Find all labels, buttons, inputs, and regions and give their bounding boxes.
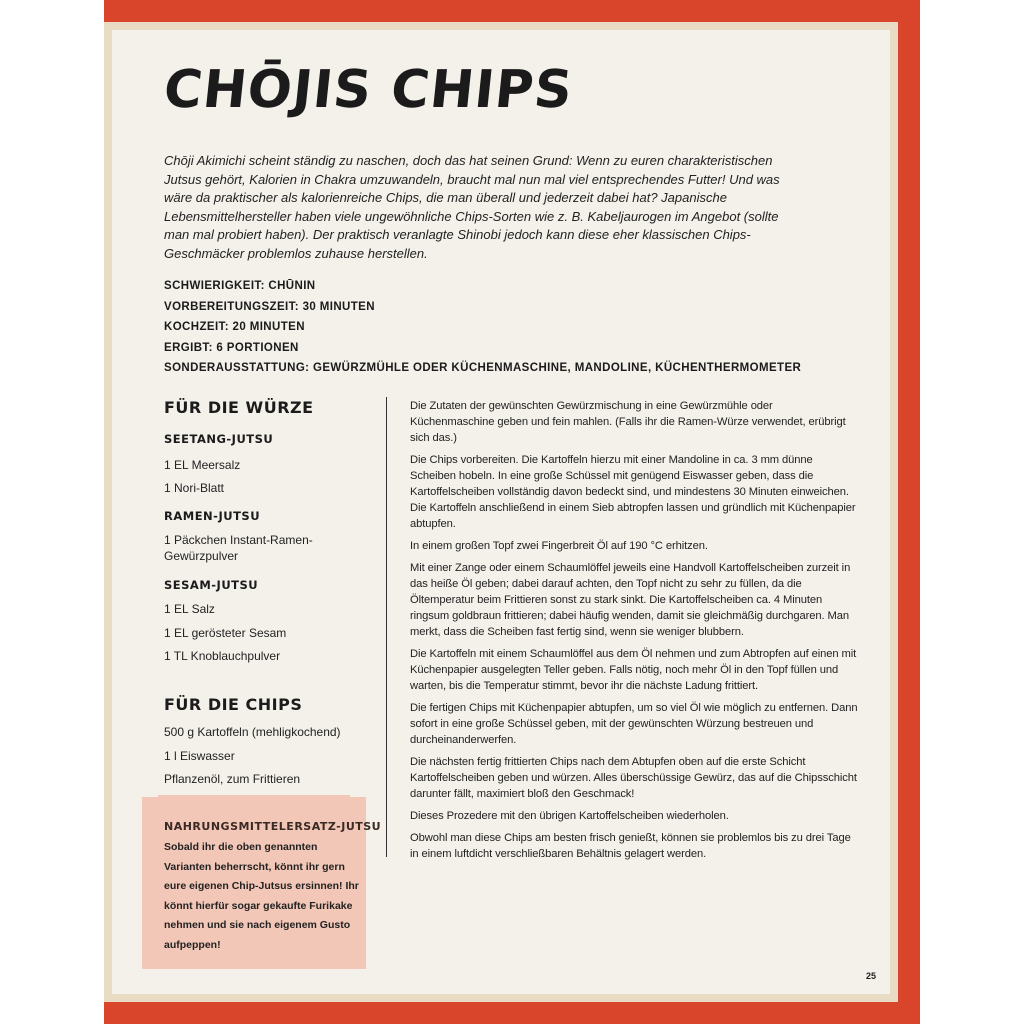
instruction-step: Dieses Prozedere mit den übrigen Kartoffelscheiben wiederholen. [410,810,729,822]
ingredient-item: 1 EL gerösteter Sesam [164,626,287,640]
group-heading-ramen: RAMEN-JUTSU [164,509,261,523]
instruction-step: Die Chips vorbereiten. Die Kartoffeln hierzu mit einer Mandoline in ca. 3 mm dünne Scheiben hobeln. In eine große Schüssel mit genügend Eiswasser geben, dass die Kartoffelscheiben vollständig davon bedeckt sind, und mindestens 30 Minuten einweichen. Die Kartoffeln anschließend in einem Sieb abtropfen lassen und gründlich mit Küchenpapier abtupfen. [410,454,856,530]
ingredient-item: 500 g Kartoffeln (mehligkochend) [164,725,341,739]
intro-text: Chōji Akimichi scheint ständig zu naschen, doch das hat seinen Grund: Wenn zu euren charakteristischen Jutsus gehört, Kalorien in Chakra umzuwandeln, braucht mal nun mal viel entsprechendes Futter! Und was wäre da praktischer als kalorienreiche Chips, die man überall und jederzeit dabei hat? Japanische Lebensmittelhersteller haben viele ungewöhnliche Chips-Sorten wie z. B. Kabeljaurogen im Angebot (sollte man mal probiert haben). Der praktisch veranlagte Shinobi jedoch kann diese eher klassischen Chips-Geschmäcker problemlos zuhause herstellen. [164,153,780,261]
seasoning-heading: FÜR DIE WÜRZE [164,398,314,417]
meta-equipment: SONDERAUSSTATTUNG: GEWÜRZMÜHLE ODER KÜCHENMASCHINE, MANDOLINE, KÜCHENTHERMOMETER [164,362,802,374]
ingredient-item: Pflanzenöl, zum Frittieren [164,772,301,786]
chips-heading: FÜR DIE CHIPS [164,695,303,714]
instruction-step: In einem großen Topf zwei Fingerbreit Öl auf 190 °C erhitzen. [410,540,708,552]
ingredient-item: 1 Nori-Blatt [164,481,225,495]
instructions [410,398,860,868]
ingredient-item: 1 Päckchen Instant-Ramen-Gewürzpulver [164,533,313,563]
recipe-meta [164,276,864,379]
instruction-step: Die Kartoffeln mit einem Schaumlöffel aus dem Öl nehmen und zum Abtropfen auf einen mit Küchenpapier ausgelegten Teller geben. Falls nötig, noch mehr Öl in den Topf füllen und warten, bis die Temperatur stimmt, bevor ihr die nächste Ladung frittiert. [410,648,857,692]
tip-text: Sobald ihr die oben genannten Varianten beherrscht, könnt ihr gern eure eigenen Chip-Jutsus ersinnen! Ihr könnt hierfür sogar gekaufte Furikake nehmen und sie nach eigenem Gusto aufpeppen! [164,841,359,951]
instruction-step: Mit einer Zange oder einem Schaumlöffel jeweils eine Handvoll Kartoffelscheiben zurzeit in das heiße Öl geben; dabei darauf achten, den Topf nicht zu sehr zu füllen, da die Öltemperatur beim Frittieren sonst zu stark sinkt. Die Kartoffelscheiben ca. 4 Minuten ringsum goldbraun frittieren; dabei häufig wenden, damit sie gleichmäßig durchgaren. Man merkt, dass die Scheiben fast fertig sind, wenn sie weniger blubbern. [410,562,851,638]
ingredient-item: 1 l Eiswasser [164,749,235,763]
meta-prep-time: VORBEREITUNGSZEIT: 30 MINUTEN [164,300,375,313]
meta-cook-time: KOCHZEIT: 20 MINUTEN [164,321,305,333]
instruction-step: Die fertigen Chips mit Küchenpapier abtupfen, um so viel Öl wie möglich zu entfernen. Dann sofort in eine große Schüssel geben, mit der gewünschten Würzung bestreuen und durcheinanderwerfen. [410,702,858,746]
instruction-step: Die nächsten fertig frittierten Chips nach dem Abtupfen oben auf die erste Schicht Kartoffelscheiben geben und würzen. Alles überschüssige Gewürz, das auf die Chipsschicht darunter fällt, maximiert bloß den Geschmack! [410,756,857,800]
column-divider [386,397,387,857]
tip-box-tab [158,795,350,813]
instruction-step: Die Zutaten der gewünschten Gewürzmischung in eine Gewürzmühle oder Küchenmaschine geben und fein mahlen. (Falls ihr die Ramen-Würze verwendet, erübrigt sich das.) [410,400,846,444]
page-number: 25 [866,971,877,981]
ingredient-item: 1 EL Meersalz [164,458,241,472]
tip-title: NAHRUNGSMITTELERSATZ-JUTSU [164,820,382,833]
group-heading-sesam: SESAM-JUTSU [164,578,259,592]
meta-yield: ERGIBT: 6 PORTIONEN [164,341,299,354]
instruction-step: Obwohl man diese Chips am besten frisch genießt, können sie problemlos bis zu drei Tage in einem luftdicht verschließbaren Behältnis gelagert werden. [410,832,851,860]
meta-difficulty: SCHWIERIGKEIT: CHŪNIN [164,280,316,292]
ingredient-item: 1 EL Salz [164,602,215,616]
recipe-title: CHŌJIS CHIPS [160,60,576,120]
group-heading-seetang: SEETANG-JUTSU [164,432,274,446]
ingredient-item: 1 TL Knoblauchpulver [164,649,281,663]
